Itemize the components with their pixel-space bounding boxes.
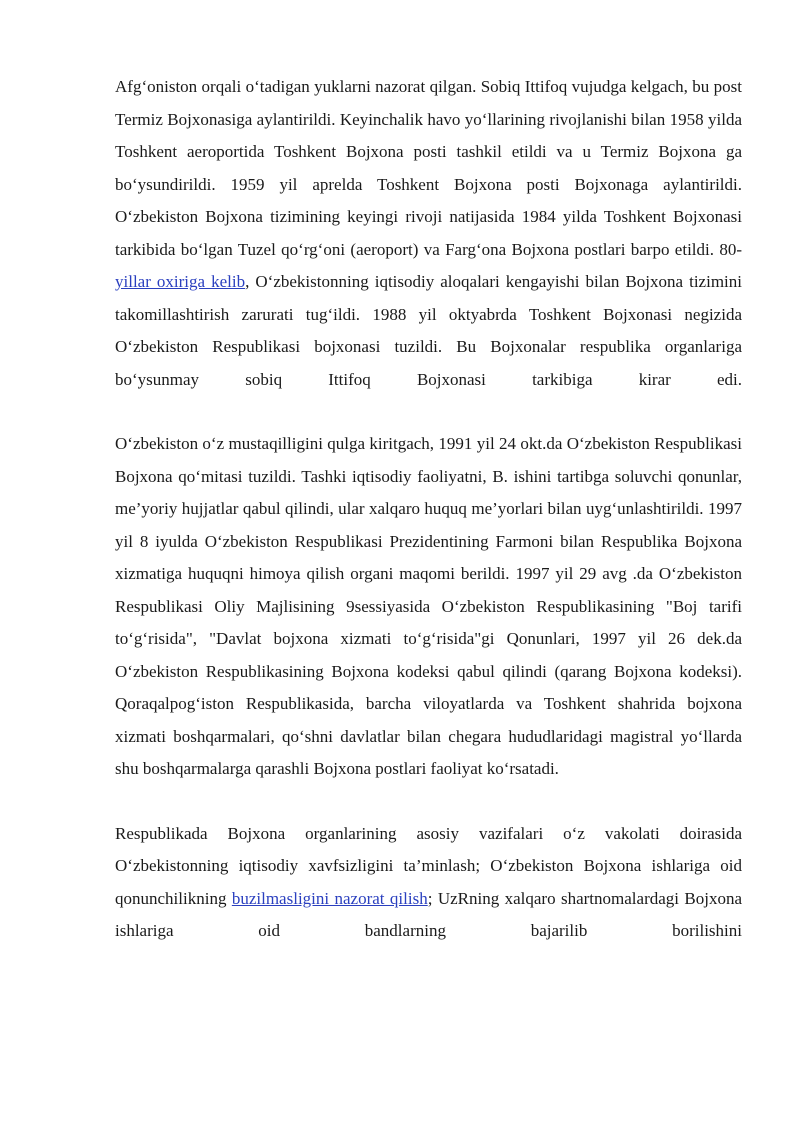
paragraph-spacer [115,786,742,818]
link-yillar-oxiriga-kelib[interactable]: yillar oxiriga kelib [115,272,246,291]
paragraph-independence: O‘zbekiston o‘z mustaqilligini qulga kiritgach, 1991 yil 24 okt.da O‘zbekiston Respublikasi Bojxona qo‘mitasi tuzildi. Tashki iqtisodiy faoliyatni, B. ishini tartibga soluvchi qonunlar, me’yoriy hujjatlar qabul qilindi, ular xalqaro huquq me’yorlari bilan uyg‘unlashtirildi. 1997 yil 8 iyulda O‘zbekiston Respublikasi Prezidentining Farmoni bilan Respublika Bojxona xizmatiga huquqni himoya qilish organi maqomi berildi. 1997 yil 29 avg .da O‘zbekiston Respublikasi Oliy Majlisining 9sessiyasida O‘zbekiston Respublikasining "Boj tarifi to‘g‘risida", "Davlat bojxona xizmati to‘g‘risida"gi Qonunlari, 1997 yil 26 dek.da O‘zbekiston Respublikasining Bojxona kodeksi qabul qilindi (qarang Bojxona kodeksi). Qoraqalpog‘iston Respublikasida, barcha viloyatlarda va Toshkent shahrida bojxona xizmati boshqarmalari, qo‘shni davlatlar bilan chegara hududlaridagi magistral yo‘llarda shu boshqarmalarga qarashli Bojxona postlari faoliyat ko‘rsatadi. [115,434,742,778]
paragraph-text: ; UzRning xalqaro shartnomalardagi Bojxona ishlariga oid bandlarning bajarilib borilishini [115,888,743,940]
paragraph-text: Afg‘oniston orqali o‘tadigan yuklarni nazorat qilgan. Sobiq Ittifoq vujudga kelgach, bu post Termiz Bojxonasiga aylantirildi. Keyinchalik havo yo‘llarining rivojlanishi bilan 1958 yilda Toshkent aeroportida Toshkent Bojxona posti tashkil etildi va u Termiz Bojxona ga bo‘ysundirildi. 1959 yil aprelda Toshkent Bojxona posti Bojxonaga aylantirildi. O‘zbekiston Bojxona tizimining keyingi rivoji natijasida 1984 yilda Toshkent Bojxonasi tarkibida bo‘lgan Tuzel qo‘rg‘oni (aeroport) va Farg‘ona Bojxona postlari barpo etildi. 80- [115,77,742,259]
paragraph-tasks [115,818,742,948]
link-buzilmasligini-nazorat-qilish[interactable]: buzilmasligini nazorat qilish [231,888,428,908]
paragraph-text: Respublikada Bojxona organlarining asosiy vazifalari o‘z vakolati doirasida O‘zbekistonning iqtisodiy xavfsizligini ta’minlash; O‘zbekiston Bojxona ishlariga oid qonunchilikning [115,823,742,908]
document-page [115,71,742,948]
paragraph-history [115,71,742,396]
paragraph-spacer [115,396,742,428]
paragraph-text: , O‘zbekistonning iqtisodiy aloqalari kengayishi bilan Bojxona tizimini takomillashtirish zarurati tug‘ildi. 1988 yil oktyabrda Toshkent Bojxonasi negizida O‘zbekiston Respublikasi bojxonasi tuzildi. Bu Bojxonalar respublika organlariga bo‘ysunmay sobiq Ittifoq Bojxonasi tarkibiga kirar edi. [115,272,742,389]
